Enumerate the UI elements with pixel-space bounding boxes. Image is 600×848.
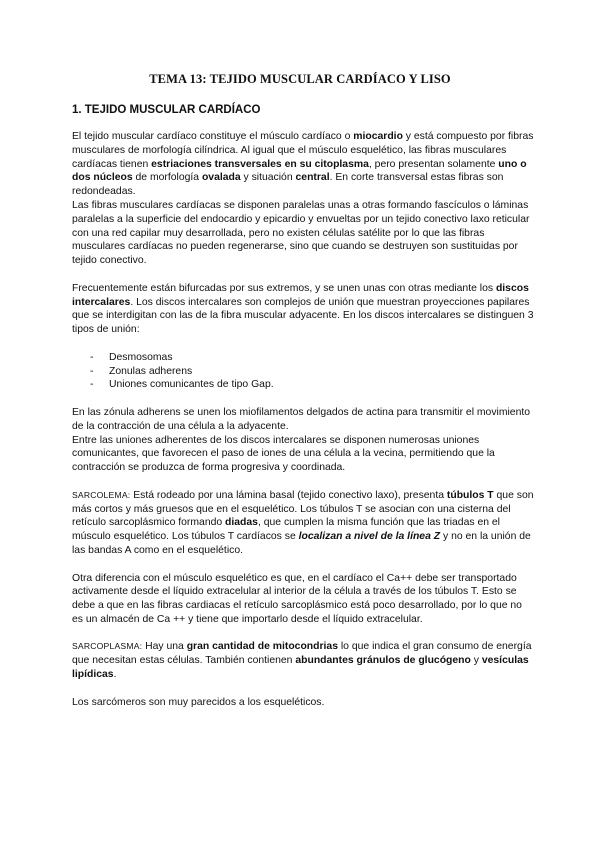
term-discos-intercalares: discos intercalares xyxy=(72,282,529,308)
label-sarcolema: SARCOLEMA: xyxy=(72,489,131,500)
term-glucogeno: abundantes gránulos de glucógeno xyxy=(295,655,471,667)
paragraph-sarcoplasma: SARCOPLASMA: Hay una gran cantidad de mitocondrias lo que indica el gran consumo de energía que necesitan estas células. También contienen abundantes gránulos de glucógeno y vesículas lipídicas. xyxy=(72,641,532,681)
paragraph-disposition: Las fibras musculares cardíacas se disponen paralelas unas a otras formando fascículos o láminas paralelas a la superficie del endocardio y epicardio y envueltas por un tejido conectivo laxo reticular con una red capilar muy desarrollada, pero no existen células satélite por lo que las fibras musculares cardíacas no pueden regenerarse, sino que cuando se destruyen son sustituidas por tejido conectivo. xyxy=(72,199,530,267)
paragraph-intercalated-discs: Frecuentemente están bifurcadas por sus extremos, y se unen unas con otras mediante los discos intercalares. Los discos intercalares son complejos de unión que muestran proyecciones papilares que se interdigitan con las de la fibra muscular adyacente. En los discos intercalares se distinguen 3 tipos de unión: xyxy=(72,282,534,336)
term-nucleos: uno o dos núcleos xyxy=(72,158,527,184)
document-title: TEMA 13: TEJIDO MUSCULAR CARDÍACO Y LISO xyxy=(149,72,451,86)
paragraph-sarcomeres: Los sarcómeros son muy parecidos a los esqueléticos. xyxy=(72,696,325,708)
term-ovalada: ovalada xyxy=(201,172,241,184)
document-body xyxy=(72,130,534,709)
paragraph-intro: El tejido muscular cardíaco constituye el músculo cardíaco o miocardio y está compuesto por fibras musculares de morfología cilíndrica. Al igual que el músculo esquelético, las fibras musculares cardíacas tienen estriaciones transversales en su citoplasma, pero presentan solamente uno o dos núcleos de morfología ovalada y situación central. En corte transversal estas fibras son redondeadas. xyxy=(72,131,534,198)
term-mitocondrias: gran cantidad de mitocondrias xyxy=(186,641,338,653)
section-heading: 1. TEJIDO MUSCULAR CARDÍACO xyxy=(72,104,261,116)
term-tubulos-t: túbulos T xyxy=(446,489,494,501)
paragraph-sarcolema: SARCOLEMA: Está rodeado por una lámina basal (tejido conectivo laxo), presenta túbulos T que son más cortos y más gruesos que en el esquelético. Los túbulos T se asocian con una cisterna del retículo sarcoplásmico formando diadas, que cumplen la misma función que las triadas en el músculo esquelético. Los túbulos T cardíacos se localizan a nivel de la línea Z y no en la unión de las bandas A como en el esquelético. xyxy=(72,489,534,556)
label-sarcoplasma: SARCOPLASMA: xyxy=(72,641,143,652)
term-central: central xyxy=(295,172,330,184)
term-vesiculas: vesículas lipídicas xyxy=(72,655,529,681)
term-estriaciones: estriaciones transversales en su citoplasma xyxy=(151,158,369,170)
term-diadas: diadas xyxy=(225,517,258,529)
term-miocardio: miocardio xyxy=(353,131,403,142)
list-item: - Desmosomas xyxy=(90,351,534,365)
junction-types-list xyxy=(72,351,534,392)
paragraph-calcium: Otra diferencia con el músculo esquelético es que, en el cardíaco el Ca++ debe ser transportado activamente desde el líquido extracelular al interior de la célula a través de los túbulos T. Esto se debe a que en las fibras cardiacas el retículo sarcoplásmico está poco desarrollado, por lo que no es un almacén de Ca ++ y tiene que importarlo desde el líquido extracelular. xyxy=(72,572,522,625)
list-item: - Zonulas adherens xyxy=(90,365,534,379)
paragraph-gap-junctions: Entre las uniones adherentes de los discos intercalares se disponen numerosas uniones comunicantes, que favorecen el paso de iones de una célula a la vecina, permitiendo que la contracción se produzca de forma progresiva y coordinada. xyxy=(72,434,495,474)
term-linea-z: localizan a nivel de la línea Z xyxy=(298,531,441,543)
paragraph-zonula: En las zónula adherens se unen los miofilamentos delgados de actina para transmitir el movimiento de la contracción de una célula a la adyacente. xyxy=(72,406,531,432)
list-item: - Uniones comunicantes de tipo Gap. xyxy=(90,378,534,392)
